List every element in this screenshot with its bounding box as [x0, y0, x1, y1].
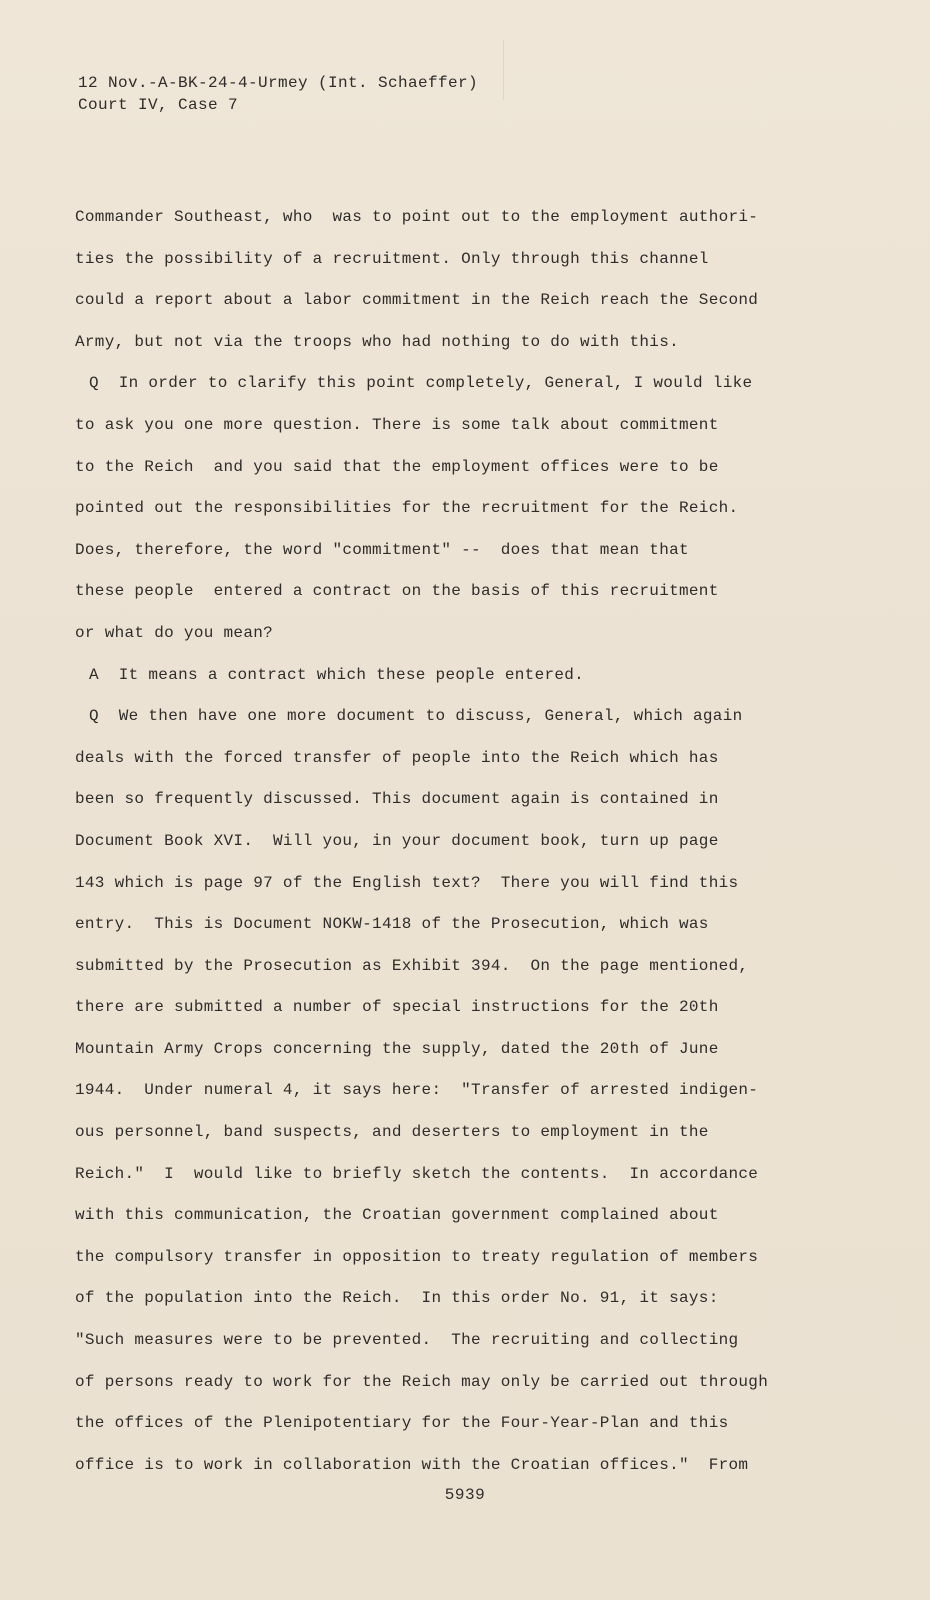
document-header: [78, 72, 478, 116]
transcript-line: Army, but not via the troops who had nothing to do with this.: [75, 332, 679, 351]
transcript-line: office is to work in collaboration with the Croatian offices." From: [75, 1455, 749, 1474]
transcript-line: entry. This is Document NOKW-1418 of the Prosecution, which was: [75, 915, 709, 934]
transcript-line: there are submitted a number of special instructions for the 20th: [75, 998, 719, 1017]
transcript-line: to ask you one more question. There is some talk about commitment: [75, 415, 719, 434]
header-court-case: Court IV, Case 7: [78, 96, 239, 114]
transcript-line: to the Reich and you said that the employment offices were to be: [75, 457, 719, 476]
paper-crease: [503, 40, 504, 100]
transcript-line: Reich." I would like to briefly sketch the contents. In accordance: [75, 1164, 759, 1183]
transcript-line: these people entered a contract on the basis of this recruitment: [75, 582, 719, 601]
transcript-line: Commander Southeast, who was to point out to the employment authori-: [75, 208, 759, 226]
transcript-line: or what do you mean?: [75, 623, 274, 642]
transcript-line: Document Book XVI. Will you, in your document book, turn up page: [75, 831, 719, 850]
transcript-line: could a report about a labor commitment in the Reich reach the Second: [75, 291, 759, 310]
transcript-line: Q We then have one more document to discuss, General, which again: [89, 707, 743, 726]
transcript-line: with this communication, the Croatian government complained about: [75, 1206, 719, 1225]
transcript-body: [75, 197, 795, 1486]
transcript-line: the compulsory transfer in opposition to treaty regulation of members: [75, 1247, 759, 1266]
transcript-line: submitted by the Prosecution as Exhibit 394. On the page mentioned,: [75, 956, 749, 975]
transcript-line: 1944. Under numeral 4, it says here: "Transfer of arrested indigen-: [75, 1081, 759, 1100]
transcript-line: Mountain Army Crops concerning the supply, dated the 20th of June: [75, 1039, 719, 1058]
transcript-line: of persons ready to work for the Reich may only be carried out through: [75, 1372, 769, 1391]
header-transcript-id: 12 Nov.-A-BK-24-4-Urmey (Int. Schaeffer): [78, 74, 479, 92]
transcript-line: been so frequently discussed. This document again is contained in: [75, 790, 719, 809]
transcript-line: Does, therefore, the word "commitment" -- does that mean that: [75, 540, 689, 559]
page-number: 5939: [444, 1486, 486, 1504]
transcript-line: pointed out the responsibilities for the recruitment for the Reich.: [75, 499, 739, 518]
transcript-line: deals with the forced transfer of people into the Reich which has: [75, 748, 719, 767]
transcript-line: A It means a contract which these people entered.: [89, 665, 585, 684]
transcript-line: Q In order to clarify this point completely, General, I would like: [89, 374, 753, 393]
transcript-line: "Such measures were to be prevented. The recruiting and collecting: [75, 1331, 739, 1350]
transcript-line: of the population into the Reich. In this order No. 91, it says:: [75, 1289, 719, 1308]
transcript-line: ous personnel, band suspects, and deserters to employment in the: [75, 1123, 709, 1142]
transcript-line: 143 which is page 97 of the English text? There you will find this: [75, 873, 739, 892]
transcript-line: the offices of the Plenipotentiary for the Four-Year-Plan and this: [75, 1414, 729, 1433]
transcript-line: ties the possibility of a recruitment. Only through this channel: [75, 249, 709, 268]
